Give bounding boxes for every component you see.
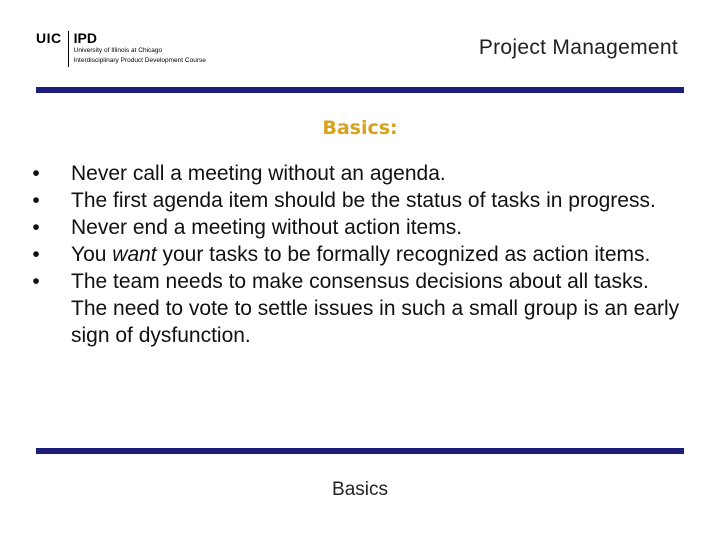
bullet-text-post: your tasks to be formally recognized as action items.: [156, 243, 651, 266]
bullet-marker: •: [32, 216, 40, 239]
footer-label: Basics: [332, 479, 388, 500]
bullet-emphasis: want: [112, 243, 157, 266]
logo-course-line: Interdisciplinary Product Development Course: [73, 57, 206, 64]
logo-divider: [68, 31, 69, 67]
bullet-text: Never call a meeting without an agenda.: [71, 162, 446, 185]
bullet-marker: •: [32, 189, 40, 212]
slide-title: Basics:: [322, 117, 398, 139]
logo-ipd-text: IPD: [73, 30, 97, 46]
top-divider-rule: [36, 87, 684, 93]
header-title: Project Management: [478, 36, 678, 59]
bullet-marker: •: [32, 162, 40, 185]
bullet-item: [26, 160, 686, 187]
bullet-text: Never end a meeting without action items.: [71, 216, 463, 239]
bullet-text: The team needs to make consensus decisions about all tasks. The need to vote to settle issues in such a small group is an early sign of dysfunction.: [71, 270, 680, 347]
bottom-divider-rule: [36, 448, 684, 454]
uic-ipd-logo: [36, 30, 206, 67]
logo-university-line: University of Illinois at Chicago: [73, 47, 163, 54]
bullet-marker: •: [32, 243, 40, 266]
bullet-item: [26, 268, 686, 349]
bullet-item: [26, 187, 686, 214]
bullet-text-pre: You: [71, 243, 113, 266]
logo-text-block: [74, 30, 206, 66]
bullet-item: [26, 214, 686, 241]
bullet-text: The first agenda item should be the status of tasks in progress.: [71, 189, 656, 212]
bullet-item: [26, 241, 686, 268]
bullet-list: [26, 160, 686, 349]
logo-uic-text: UIC: [36, 30, 62, 46]
bullet-marker: •: [32, 270, 40, 293]
